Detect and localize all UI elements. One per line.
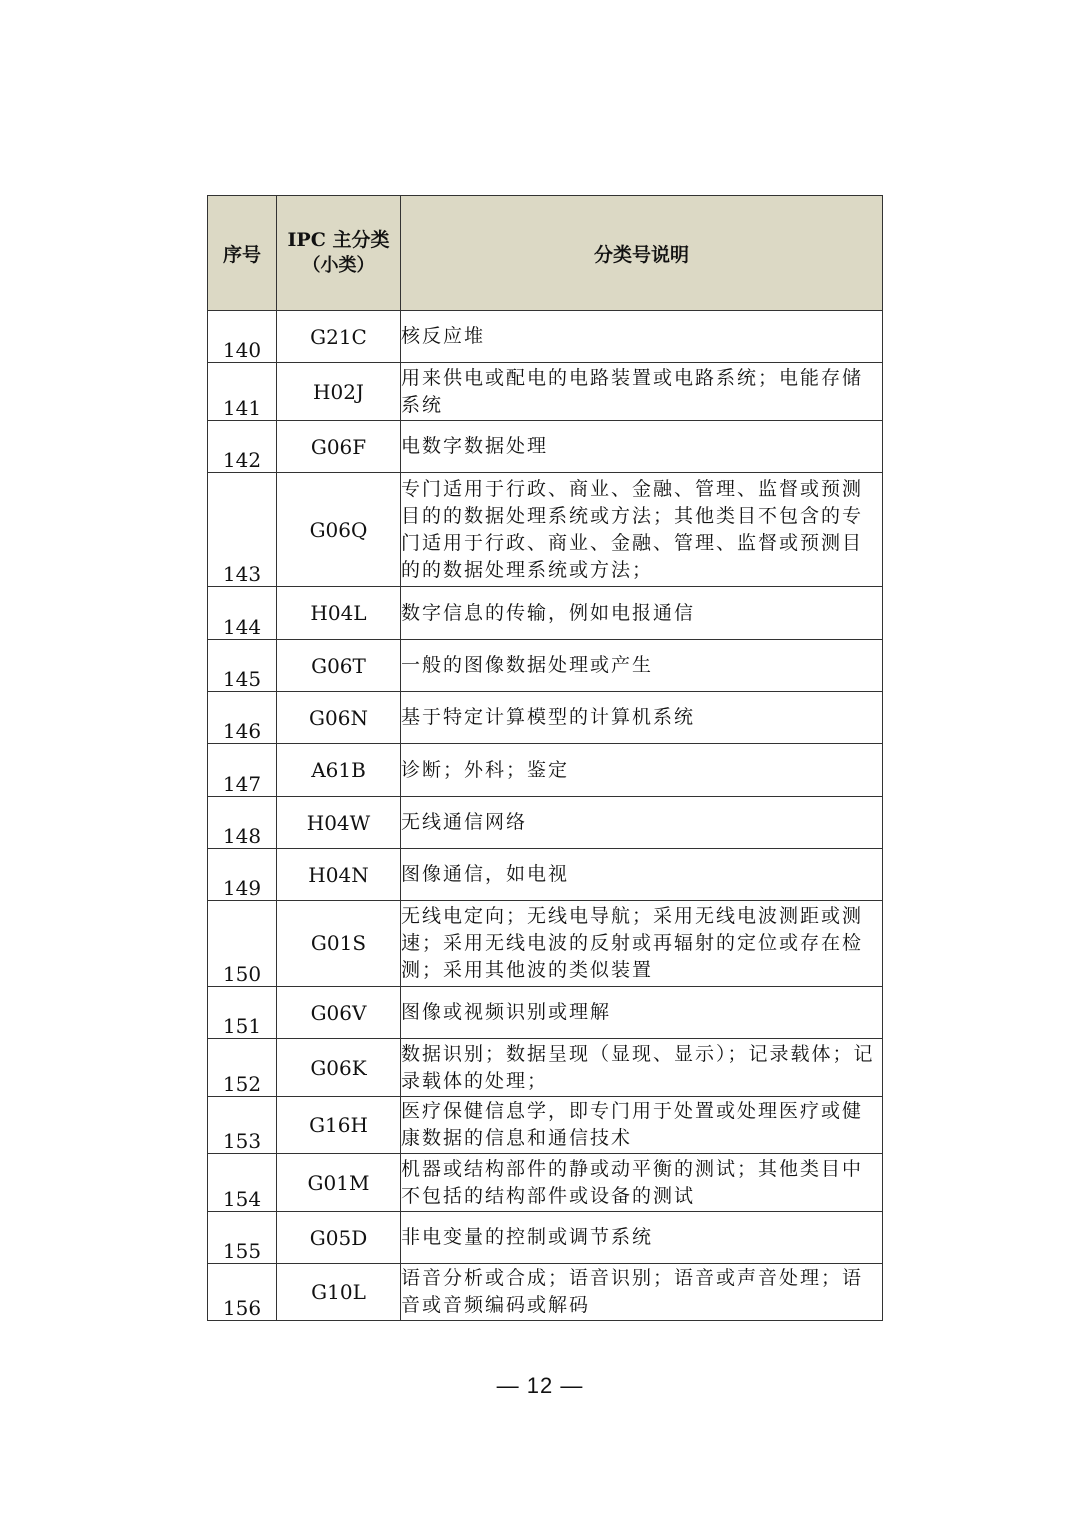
ipc-code: G06K [277,1039,401,1097]
table-row [208,1097,883,1154]
class-description: 一般的图像数据处理或产生 [401,640,883,692]
table-row [208,901,883,987]
ipc-code: G05D [277,1212,401,1264]
row-number: 156 [208,1264,277,1321]
row-number: 143 [208,473,277,587]
table-row [208,311,883,363]
row-number: 142 [208,421,277,473]
row-number: 155 [208,1212,277,1264]
ipc-code: G16H [277,1097,401,1154]
class-description: 电数字数据处理 [401,421,883,473]
ipc-code: H02J [277,363,401,421]
table-row [208,1264,883,1321]
table-row [208,1154,883,1212]
class-description: 医疗保健信息学，即专门用于处置或处理医疗或健康数据的信息和通信技术 [401,1097,883,1154]
class-description: 基于特定计算模型的计算机系统 [401,692,883,744]
ipc-code: G06N [277,692,401,744]
row-number: 146 [208,692,277,744]
row-number: 144 [208,587,277,640]
class-description: 数据识别；数据呈现（显现、显示）；记录载体；记录载体的处理； [401,1039,883,1097]
class-description: 语音分析或合成；语音识别；语音或声音处理；语音或音频编码或解码 [401,1264,883,1321]
table-row [208,473,883,587]
ipc-code: H04L [277,587,401,640]
ipc-code: H04N [277,849,401,901]
header-ipc-class [277,196,401,311]
ipc-code: G06T [277,640,401,692]
row-number: 154 [208,1154,277,1212]
row-number: 147 [208,744,277,797]
class-description: 无线电定向；无线电导航；采用无线电波测距或测速；采用无线电波的反射或再辐射的定位或存在检测；采用其他波的类似装置 [401,901,883,987]
table-row [208,797,883,849]
table-row [208,1212,883,1264]
row-number: 153 [208,1097,277,1154]
table-row [208,692,883,744]
row-number: 151 [208,987,277,1039]
table-header-row [208,196,883,311]
header-serial: 序号 [208,196,277,311]
table-row [208,640,883,692]
ipc-code: G21C [277,311,401,363]
table-row [208,987,883,1039]
table-row [208,421,883,473]
ipc-code: G06Q [277,473,401,587]
class-description: 专门适用于行政、商业、金融、管理、监督或预测目的的数据处理系统或方法；其他类目不包含的专门适用于行政、商业、金融、管理、监督或预测目的的数据处理系统或方法； [401,473,883,587]
ipc-code: G10L [277,1264,401,1321]
ipc-code: G06F [277,421,401,473]
ipc-classification-table [207,195,883,1321]
table-row [208,363,883,421]
table-row [208,587,883,640]
row-number: 141 [208,363,277,421]
class-description: 机器或结构部件的静或动平衡的测试；其他类目中不包括的结构部件或设备的测试 [401,1154,883,1212]
row-number: 145 [208,640,277,692]
ipc-code: G01S [277,901,401,987]
page-number: — 12 — [496,1373,584,1398]
header-description: 分类号说明 [401,196,883,311]
ipc-code: G01M [277,1154,401,1212]
table-row [208,744,883,797]
class-description: 诊断；外科；鉴定 [401,744,883,797]
table-row [208,849,883,901]
class-description: 图像通信，如电视 [401,849,883,901]
class-description: 图像或视频识别或理解 [401,987,883,1039]
row-number: 149 [208,849,277,901]
table-row [208,1039,883,1097]
header-ipc-class-line1: IPC 主分类 [287,229,390,251]
row-number: 152 [208,1039,277,1097]
class-description: 非电变量的控制或调节系统 [401,1212,883,1264]
row-number: 140 [208,311,277,363]
header-ipc-class-line2: （小类） [302,255,375,276]
class-description: 核反应堆 [401,311,883,363]
row-number: 150 [208,901,277,987]
class-description: 无线通信网络 [401,797,883,849]
class-description: 用来供电或配电的电路装置或电路系统；电能存储系统 [401,363,883,421]
ipc-code: H04W [277,797,401,849]
class-description: 数字信息的传输，例如电报通信 [401,587,883,640]
ipc-code: G06V [277,987,401,1039]
ipc-code: A61B [277,744,401,797]
row-number: 148 [208,797,277,849]
